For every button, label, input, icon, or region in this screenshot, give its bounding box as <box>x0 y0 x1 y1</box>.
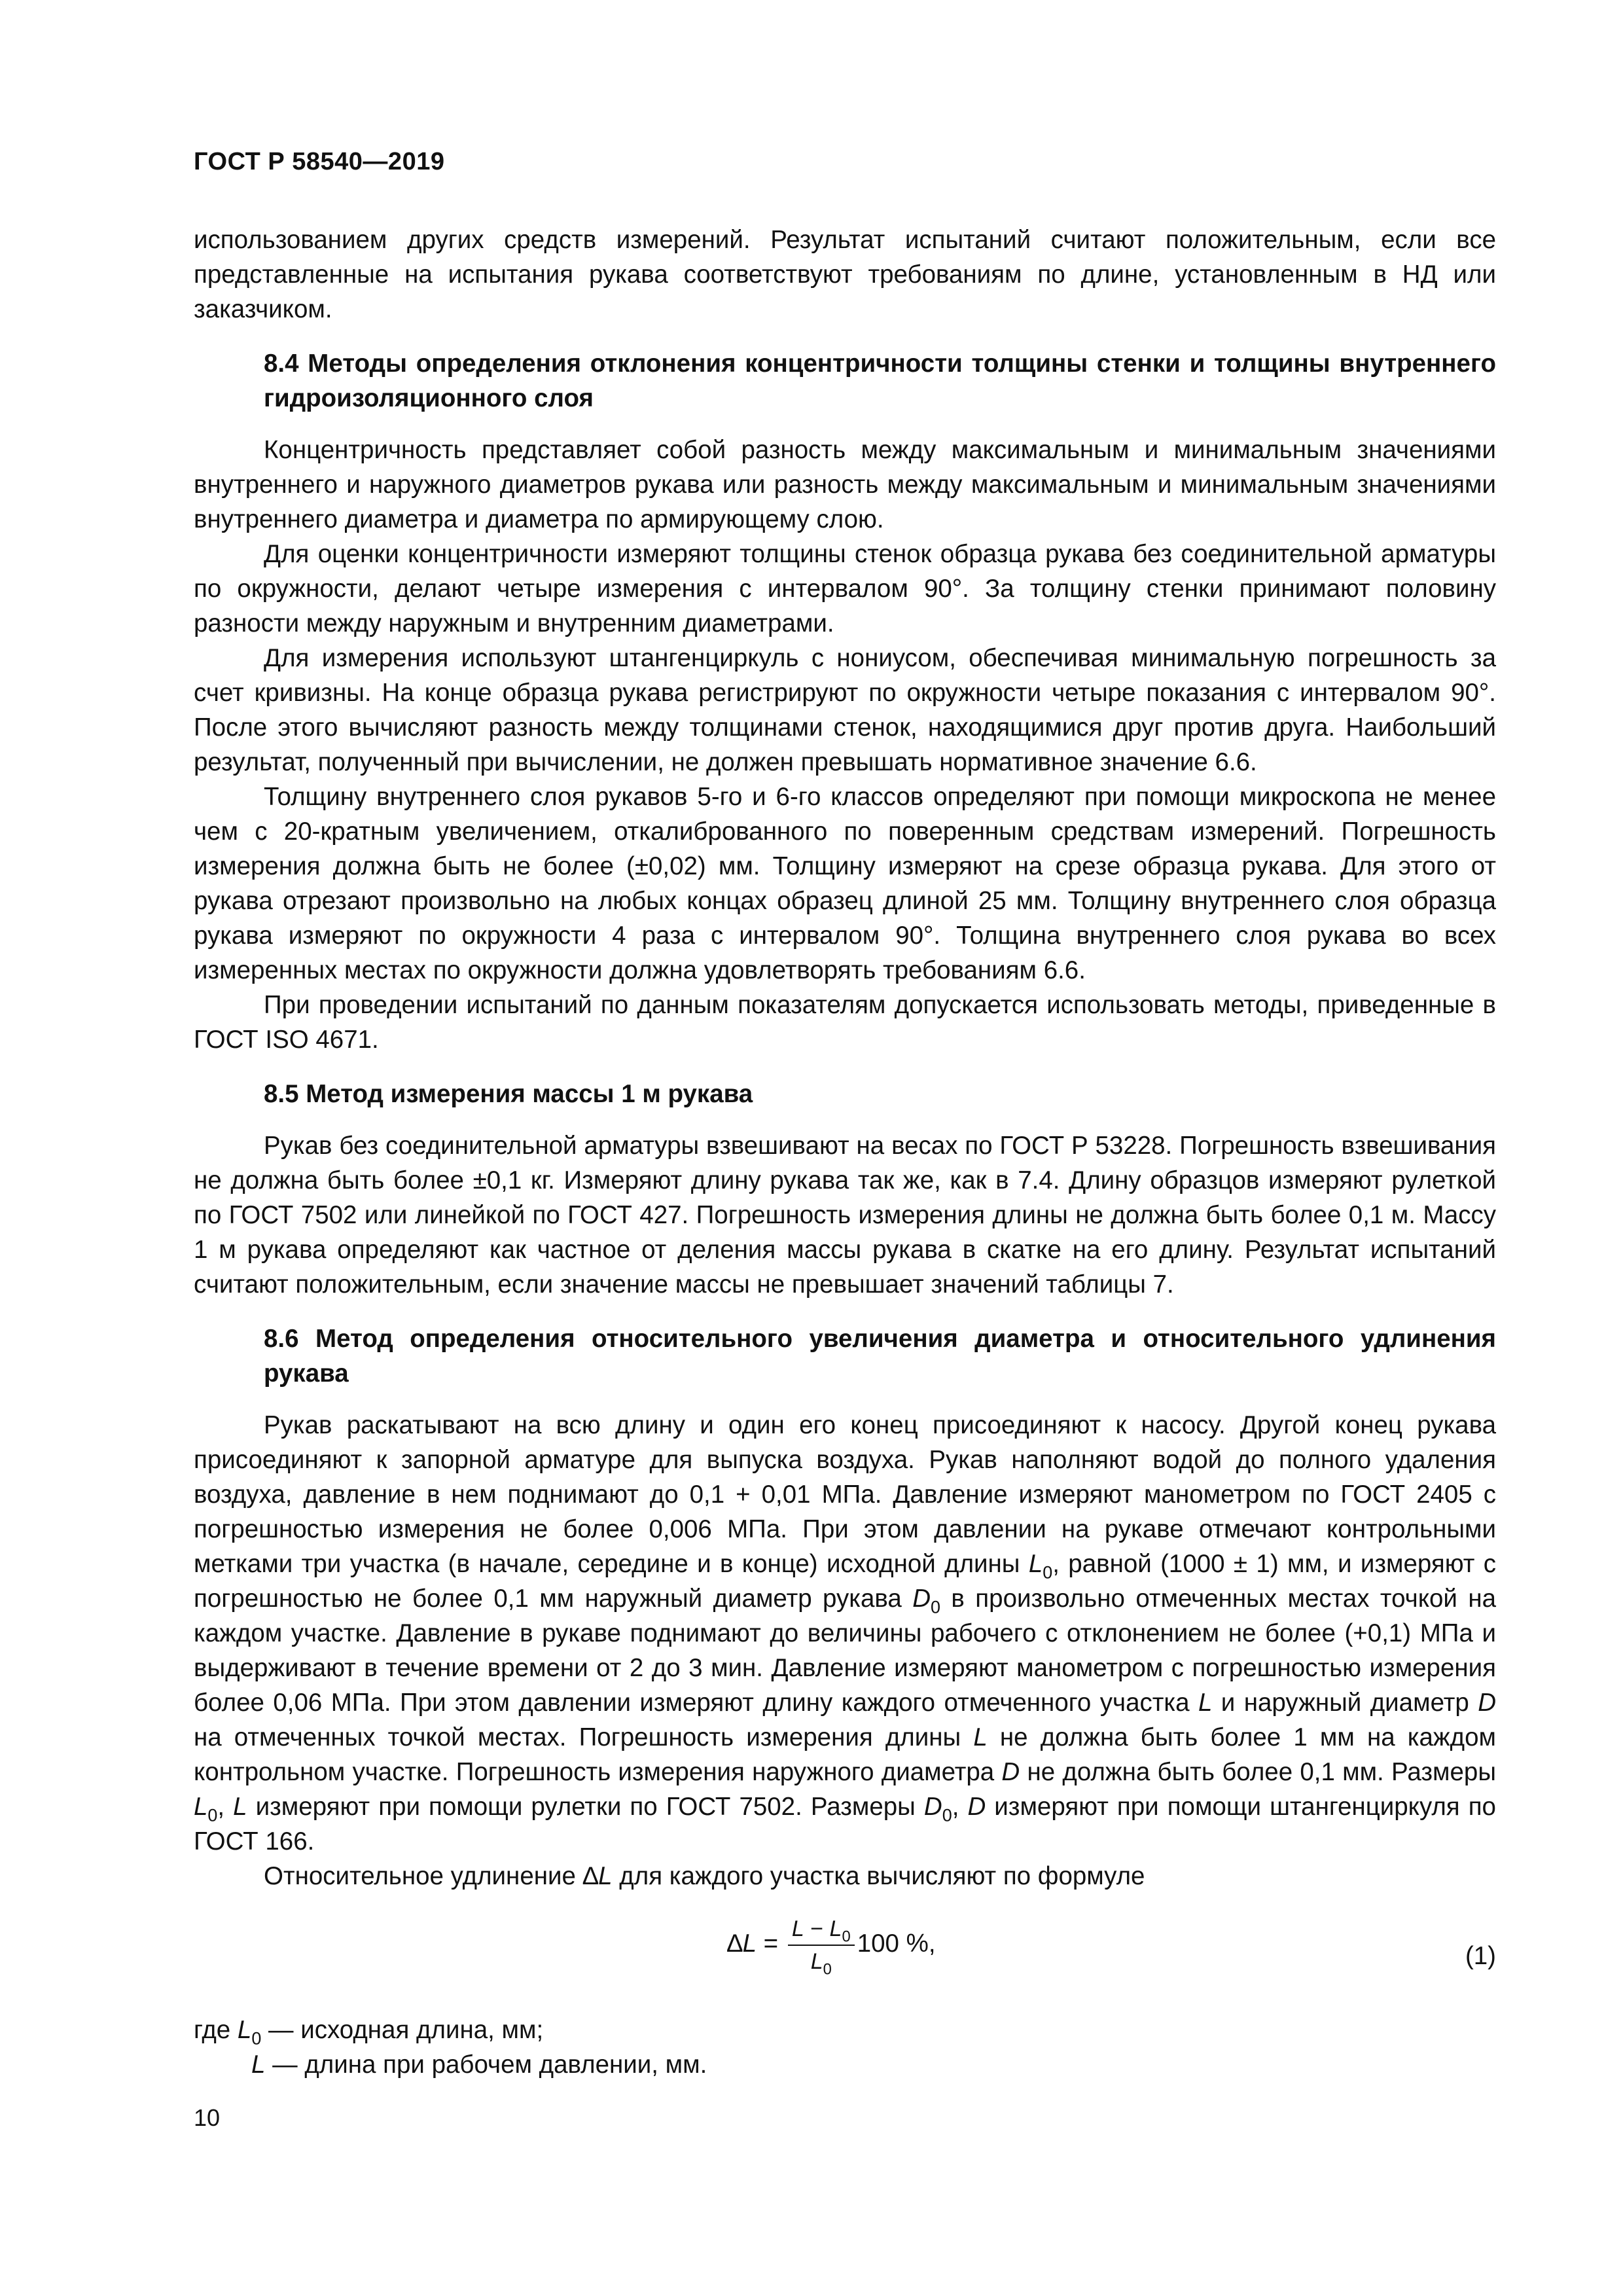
legend-row-l: L — длина при рабочем давлении, мм. <box>251 2051 707 2079</box>
section-8-4-paragraph-3: Для измерения используют штангенциркуль с нониусом, обеспечивая минимальную погрешность за счет кривизны. На конце образца рукава регистрируют по окружности четыре показания с интервалом 90°. После этого вычисляют разность между толщинами стенок, находящимися друг против друга. Наибольший результат, полученный при вычислении, не должен превышать нормативное значение 6.6. <box>194 644 1496 776</box>
formula-1 <box>194 1903 1496 2001</box>
formula-expression: ∆L = $\frac{L - L_0}{L_0}$ 100 %, <box>727 1916 936 1979</box>
section-8-5-paragraph-1: Рукав без соединительной арматуры взвешивают на весах по ГОСТ Р 53228. Погрешность взвешивания не должна быть более ±0,1 кг. Измеряют длину рукава так же, как в 7.4. Длину образцов измеряют рулеткой по ГОСТ 7502 или линейкой по ГОСТ 427. Погрешность измерения длины не должна быть более 0,1 м. Массу 1 м рукава определяют как частное от деления массы рукава в скатке на его длину. Результат испытаний считают положительным, если значение массы не превышает значений таблицы 7. <box>194 1132 1496 1299</box>
document-body <box>194 223 1496 2082</box>
section-8-4-paragraph-2: Для оценки концентричности измеряют толщины стенок образца рукава без соединительной арматуры по окружности, делают четыре измерения с интервалом 90°. За толщину стенки принимают половину разности между наружным и внутренним диаметрами. <box>194 540 1496 637</box>
continuation-paragraph: использованием других средств измерений. Результат испытаний считают положительным, если все представленные на испытания рукава соответствуют требованиям по длине, установленным в НД или заказчиком. <box>194 226 1496 323</box>
page-number: 10 <box>194 2104 221 2131</box>
formula-legend <box>194 2013 1496 2082</box>
section-8-6-paragraph-2: Относительное удлинение ∆L для каждого участка вычисляют по формуле <box>264 1862 1145 1890</box>
section-8-4-paragraph-5: При проведении испытаний по данным показателям допускается использовать методы, приведенные в ГОСТ ISO 4671. <box>194 991 1496 1054</box>
legend-row-l0: где $L_0$ — исходная длина, мм; <box>194 2016 544 2049</box>
section-8-4-heading: 8.4 Методы определения отклонения концентричности толщины стенки и толщины внутреннего гидроизоляционного слоя <box>264 350 1496 412</box>
formula-numerator: $L - L_0$ <box>788 1916 855 1946</box>
section-8-6-heading: 8.6 Метод определения относительного увеличения диаметра и относительного удлинения рукава <box>264 1325 1496 1388</box>
section-8-5-heading: 8.5 Метод измерения массы 1 м рукава <box>264 1080 753 1108</box>
formula-denominator: $L_0$ <box>810 1949 832 1979</box>
section-8-4-paragraph-4: Толщину внутреннего слоя рукавов 5-го и 6-го классов определяют при помощи микроскопа не менее чем с 20-кратным увеличением, откалиброванного по поверенным средствам измерений. Погрешность измерения должна быть не более (±0,02) мм. Толщину измеряют на срезе образца рукава. Для этого от рукава отрезают произвольно на любых концах образец длиной 25 мм. Толщину внутреннего слоя образца рукава измеряют по окружности 4 раза с интервалом 90°. Толщина внутреннего слоя рукава во всех измеренных местах по окружности должна удовлетворять требованиям 6.6. <box>194 783 1496 984</box>
formula-fraction <box>788 1916 855 1979</box>
formula-number: (1) <box>1465 1942 1496 1970</box>
section-8-6-paragraph-1: Рукав раскатывают на всю длину и один его конец присоединяют к насосу. Другой конец рукава присоединяют к запорной арматуре для выпуска воздуха. Рукав наполняют водой до полного удаления воздуха, давление в нем поднимают до 0,1 + 0,01 МПа. Давление измеряют манометром по ГОСТ 2405 с погрешностью измерения не более 0,006 МПа. При этом давлении на рукаве отмечают контрольными метками три участка (в начале, середине и в конце) исходной длины $L_0$, равной (1000 ± 1) мм, и измеряют с погрешностью не более 0,1 мм наружный диаметр рукава $D_0$ в произвольно отмеченных местах точкой на каждом участке. Давление в рукаве поднимают до величины рабочего с отклонением не более (+0,1) МПа и выдерживают в течение времени от 2 до 3 мин. Давление измеряют манометром с погрешностью измерения более 0,06 МПа. При этом давлении измеряют длину каждого отмеченного участка L и наружный диаметр D на отмеченных точкой местах. Погрешность измерения длины L не должна быть более 1 мм на каждом контрольном участке. Погрешность измерения наружного диаметра D не должна быть более 0,1 мм. Размеры $L_0$, L измеряют при помощи рулетки по ГОСТ 7502. Размеры $D_0$, D измеряют при помощи штангенциркуля по ГОСТ 166. <box>194 1411 1496 1856</box>
section-8-4-paragraph-1: Концентричность представляет собой разность между максимальным и минимальным значениями внутреннего и наружного диаметров рукава или разность между максимальным и минимальным значениями внутреннего диаметра и диаметра по армирующему слою. <box>194 436 1496 533</box>
standard-designation: ГОСТ Р 58540—2019 <box>194 148 445 175</box>
